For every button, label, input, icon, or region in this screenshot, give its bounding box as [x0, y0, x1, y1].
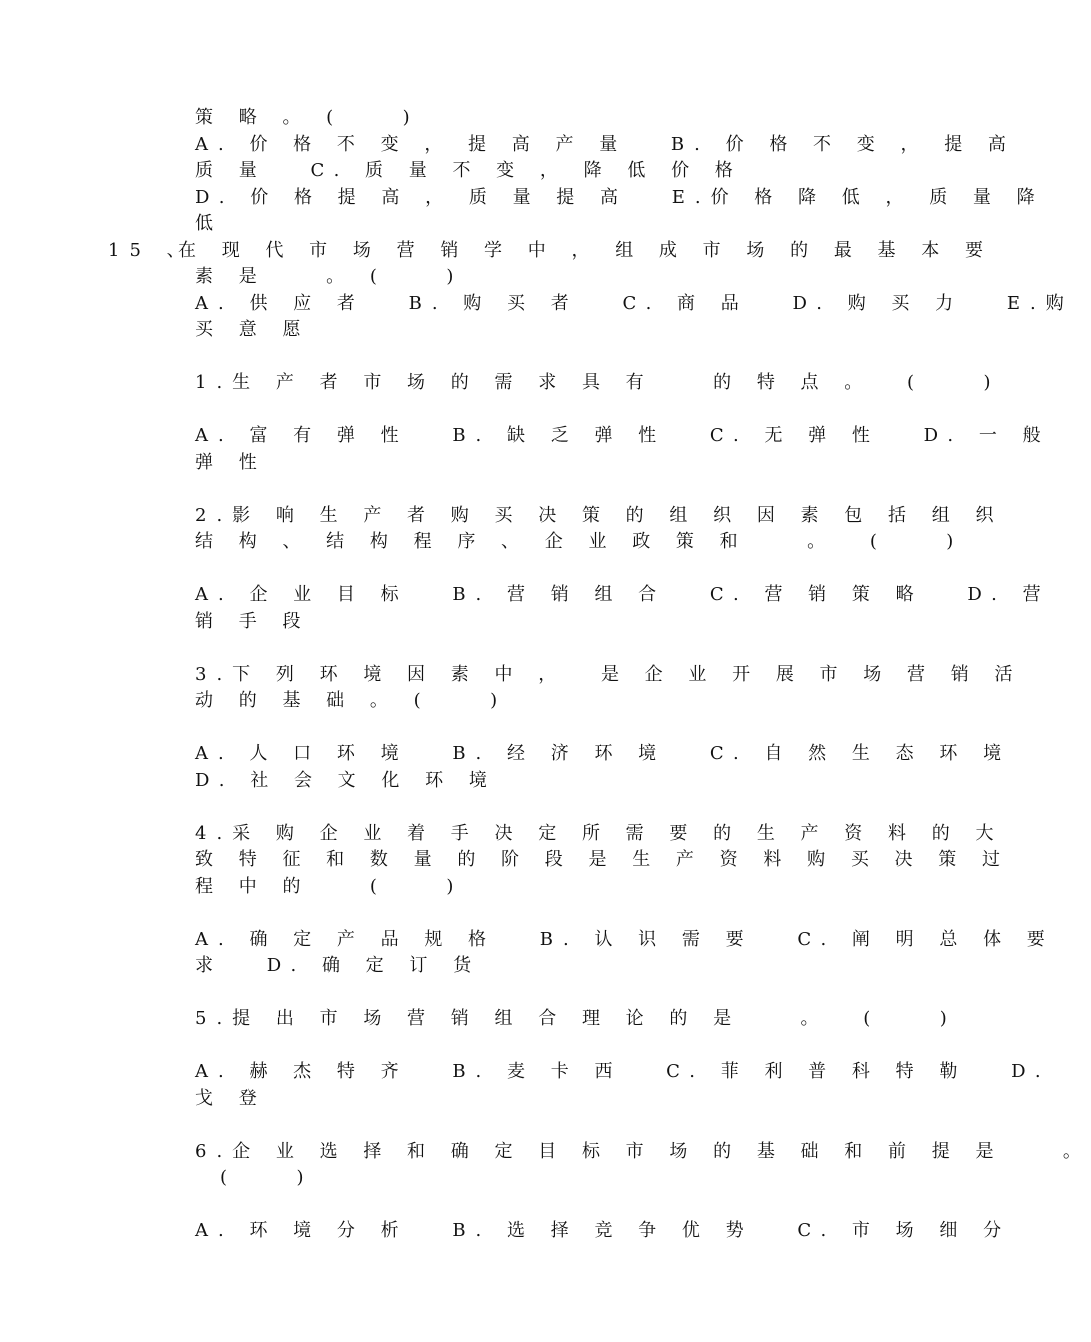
text-line: A. 赫 杰 特 齐 B. 麦 卡 西 C. 菲 利 普 科 特 勒 D.: [195, 1061, 1051, 1082]
text-line: 5.提 出 市 场 营 销 组 合 理 论 的 是 。 ( ): [195, 1008, 957, 1029]
text-line: 3.下 列 环 境 因 素 中 ， 是 企 业 开 展 市 场 营 销 活: [195, 664, 1023, 685]
text-line: 程 中 的 ( ): [195, 876, 464, 897]
text-line: 低: [195, 213, 223, 234]
text-line: 2.影 响 生 产 者 购 买 决 策 的 组 织 因 素 包 括 组 织: [195, 505, 1004, 526]
text-line: 6.企 业 选 择 和 确 定 目 标 市 场 的 基 础 和 前 提 是 。: [195, 1141, 1091, 1162]
text-line: A. 环 境 分 析 B. 选 择 竞 争 优 势 C. 市 场 细 分: [195, 1220, 1012, 1241]
text-line: 弹 性: [195, 452, 267, 473]
text-line: 素 是 。 ( ): [195, 266, 464, 287]
text-line: D. 社 会 文 化 环 境: [195, 770, 497, 791]
text-line: 4.采 购 企 业 着 手 决 定 所 需 要 的 生 产 资 料 的 大: [195, 823, 1004, 844]
text-line: A. 供 应 者 B. 购 买 者 C. 商 品 D. 购 买 力 E.购: [195, 293, 1074, 314]
text-line: 策 略 。 ( ): [195, 107, 420, 128]
text-line: 戈 登: [195, 1088, 267, 1109]
text-line: ( ): [220, 1167, 314, 1188]
text-line: 结 构 、 结 构 程 序 、 企 业 政 策 和 。 ( ): [195, 531, 964, 552]
text-line: 求 D. 确 定 订 货: [195, 955, 482, 976]
text-line: A. 企 业 目 标 B. 营 销 组 合 C. 营 销 策 略 D. 营: [195, 584, 1051, 605]
text-line: 质 量 C. 质 量 不 变 ， 降 低 价 格: [195, 160, 743, 181]
text-line: 动 的 基 础 。 ( ): [195, 690, 508, 711]
text-line: 销 手 段: [195, 611, 311, 632]
text-line: 致 特 征 和 数 量 的 阶 段 是 生 产 资 料 购 买 决 策 过: [195, 849, 1010, 870]
question-number: 15 、: [108, 240, 195, 261]
text-line: D. 价 格 提 高 ， 质 量 提 高 E.价 格 降 低 ， 质 量 降: [195, 187, 1045, 208]
text-line: 买 意 愿: [195, 319, 311, 340]
text-line: 在 现 代 市 场 营 销 学 中 ， 组 成 市 场 的 最 基 本 要: [178, 240, 993, 261]
text-line: A. 确 定 产 品 规 格 B. 认 识 需 要 C. 阐 明 总 体 要: [195, 929, 1055, 950]
text-line: 1.生 产 者 市 场 的 需 求 具 有 的 特 点 。 ( ): [195, 372, 1001, 393]
text-line: A. 人 口 环 境 B. 经 济 环 境 C. 自 然 生 态 环 境: [195, 743, 1012, 764]
text-line: A. 价 格 不 变 ， 提 高 产 量 B. 价 格 不 变 ， 提 高: [195, 134, 1016, 155]
text-line: A. 富 有 弹 性 B. 缺 乏 弹 性 C. 无 弹 性 D. 一 般: [195, 425, 1051, 446]
